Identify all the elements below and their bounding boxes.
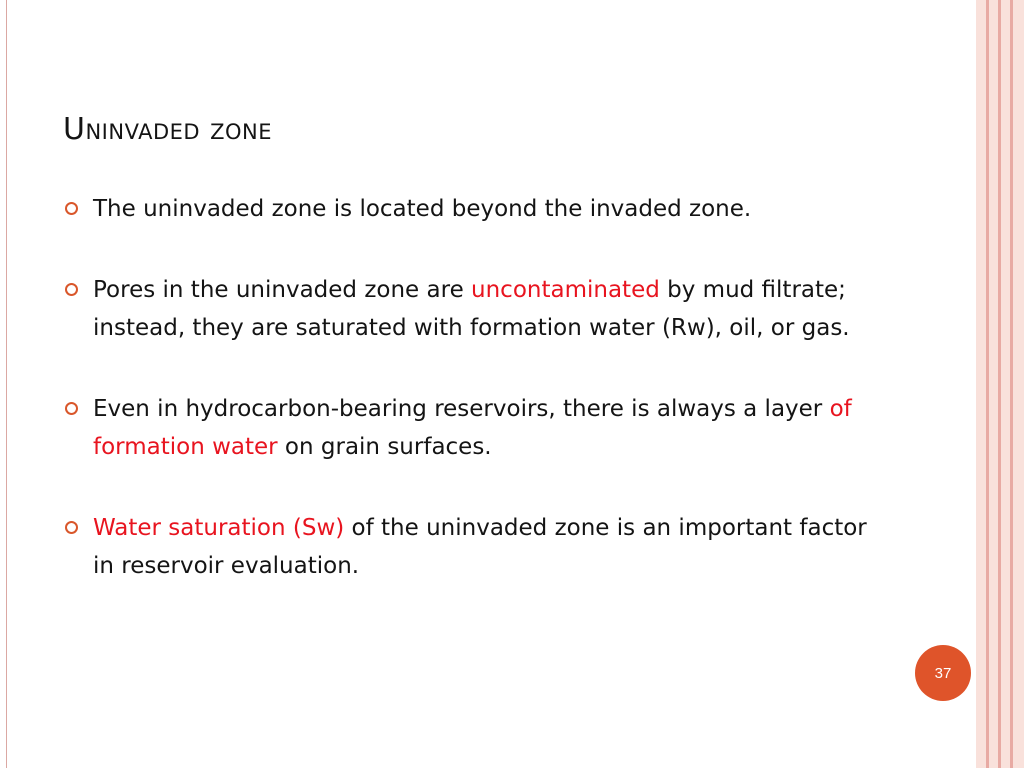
bullet-ring-icon xyxy=(65,402,78,415)
bullet-text: by mud filtrate; instead, they are saturated with formation water (Rw), oil, or gas. xyxy=(93,277,850,341)
frame-line xyxy=(986,0,989,768)
page-number-badge: 37 xyxy=(915,645,971,701)
bullet-item xyxy=(63,190,893,228)
bullet-ring-icon xyxy=(65,521,78,534)
bullet-text: of the uninvaded zone is an important factor in reservoir evaluation. xyxy=(93,515,867,579)
highlighted-term: of formation water xyxy=(93,396,852,460)
right-decorative-frame xyxy=(976,0,1024,768)
highlighted-term: Water saturation (Sw) xyxy=(93,515,345,541)
bullet-item xyxy=(63,271,893,347)
bullet-item xyxy=(63,390,893,466)
highlighted-term: uncontaminated xyxy=(471,277,660,303)
bullet-text: The uninvaded zone is located beyond the invaded zone. xyxy=(93,196,752,222)
bullet-ring-icon xyxy=(65,283,78,296)
left-frame-border xyxy=(0,0,7,768)
bullet-text: on grain surfaces. xyxy=(277,434,492,460)
frame-line xyxy=(998,0,1001,768)
bullet-text: Pores in the uninvaded zone are xyxy=(93,277,472,303)
slide-title: Uninvaded zone xyxy=(63,112,272,147)
frame-line xyxy=(1010,0,1013,768)
bullet-ring-icon xyxy=(65,202,78,215)
bullet-item xyxy=(63,509,893,585)
bullet-text: Even in hydrocarbon-bearing reservoirs, there is always a layer xyxy=(93,396,830,422)
bullet-list xyxy=(63,190,893,585)
